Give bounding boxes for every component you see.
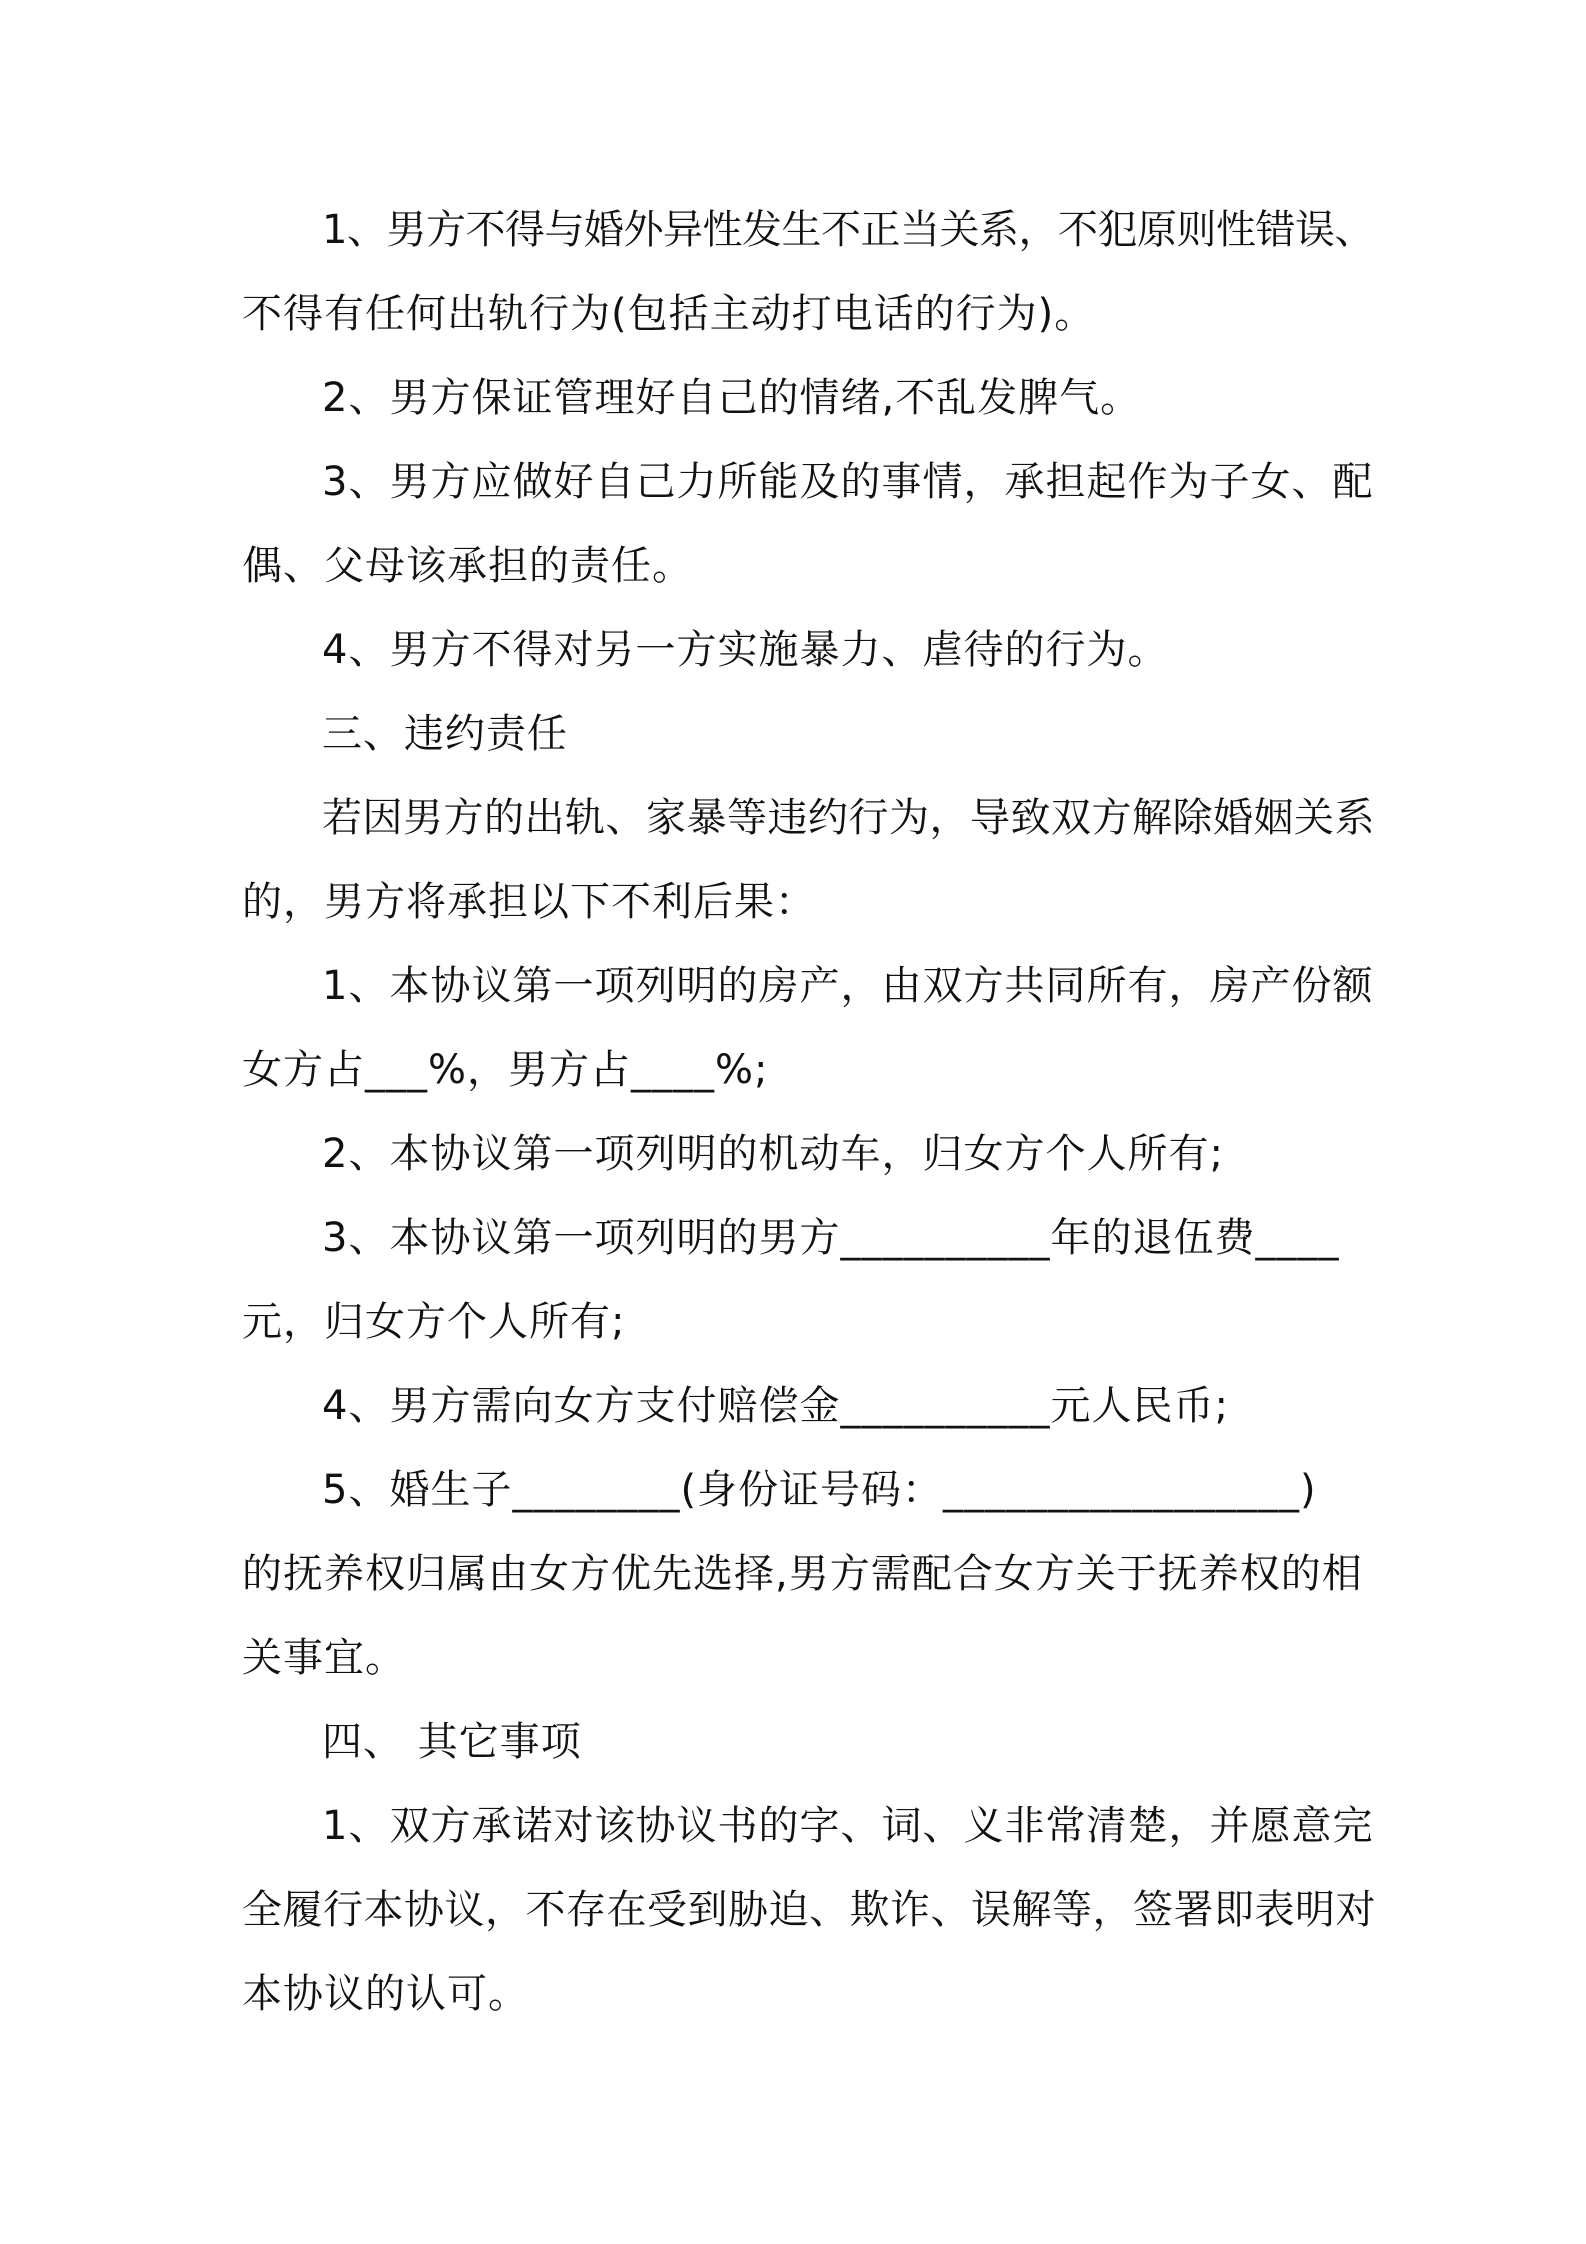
clause-4-1-line-2: 全履行本协议，不存在受到胁迫、欺诈、误解等，签署即表明对 [242,1887,1376,1933]
liability-intro-line-2: 的，男方将承担以下不利后果： [242,879,816,925]
clause-4-1-line-1: 1、双方承诺对该协议书的字、词、义非常清楚，并愿意完 [322,1803,1374,1849]
clause-2-4: 4、男方不得对另一方实施暴力、虐待的行为。 [322,627,1169,673]
clause-2-1-line-2: 不得有任何出轨行为(包括主动打电话的行为)。 [242,291,1096,337]
clause-3-5-line-1: 5、婚生子________(身份证号码：_________________) [322,1467,1317,1513]
clause-3-2: 2、本协议第一项列明的机动车，归女方个人所有; [322,1131,1224,1177]
clause-3-4: 4、男方需向女方支付赔偿金__________元人民币; [322,1383,1229,1429]
clause-3-3-line-1: 3、本协议第一项列明的男方__________年的退伍费____ [322,1215,1340,1261]
liability-intro-line-1: 若因男方的出轨、家暴等违约行为，导致双方解除婚姻关系 [322,795,1375,841]
clause-2-2: 2、男方保证管理好自己的情绪,不乱发脾气。 [322,375,1142,421]
clause-2-3-line-1: 3、男方应做好自己力所能及的事情，承担起作为子女、配 [322,459,1374,505]
clause-3-5-line-3: 关事宜。 [242,1635,406,1681]
section-heading-other-matters: 四、 其它事项 [322,1719,582,1765]
clause-4-1-line-3: 本协议的认可。 [242,1971,529,2017]
clause-2-1-line-1: 1、男方不得与婚外异性发生不正当关系，不犯原则性错误、 [322,207,1374,253]
section-heading-liability: 三、违约责任 [322,711,568,757]
clause-3-1-line-1: 1、本协议第一项列明的房产，由双方共同所有，房产份额 [322,963,1374,1009]
clause-3-3-line-2: 元，归女方个人所有; [242,1299,626,1345]
clause-3-5-line-2: 的抚养权归属由女方优先选择,男方需配合女方关于抚养权的相 [242,1551,1363,1597]
clause-3-1-line-2: 女方占___%，男方占____%; [242,1047,769,1093]
clause-2-3-line-2: 偶、父母该承担的责任。 [242,543,693,589]
